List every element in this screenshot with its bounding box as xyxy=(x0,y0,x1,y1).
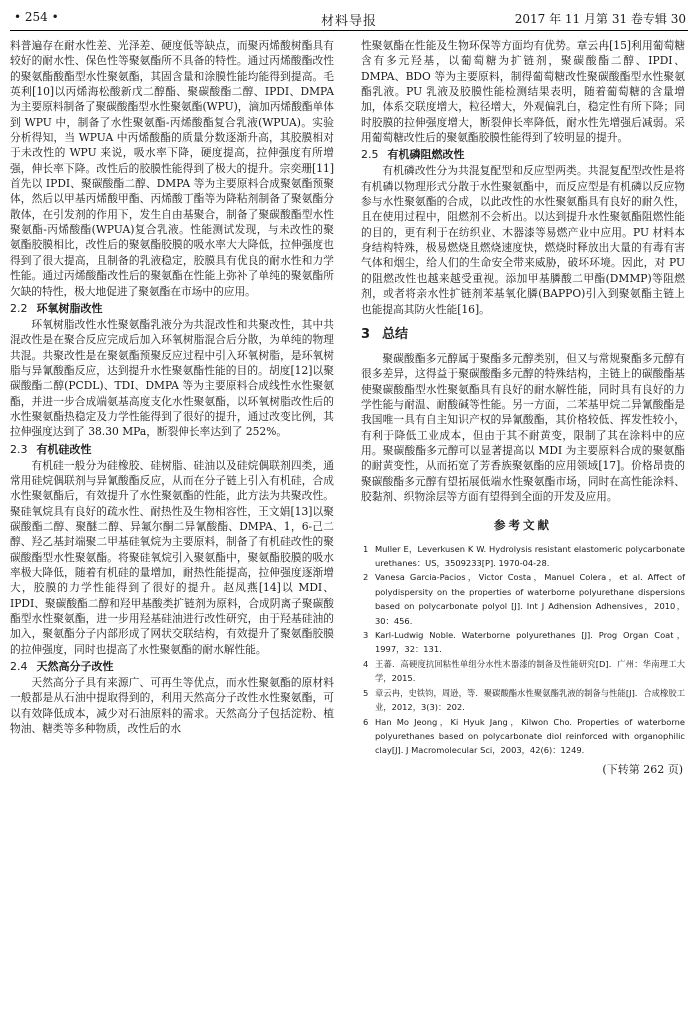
reference-number: 2 xyxy=(363,572,369,583)
reference-number: 6 xyxy=(363,716,369,727)
section-heading-2-2 xyxy=(10,300,334,317)
section-heading-3 xyxy=(361,325,685,345)
reference-text: Han Mo Jeong，Ki Hyuk Jang，Kilwon Cho. Properties of waterborne polyurethanes based on polycarbonate diol reinforced with organophilic clay[J]. J Macromolecular Sci，2003，42(6)：1249. xyxy=(375,716,685,756)
paragraph: 天然高分子具有来源广、可再生等优点，而水性聚氨酯的原材料一般都是从石油中提取得到的，利用天然高分子改性水性聚氨酯，可以有效降低成本，减少对石油原料的需求。天然高分子包括淀粉、植物油、糖类等多种物质，改性后的水 xyxy=(10,676,334,736)
reference-item xyxy=(361,570,685,628)
section-heading-2-4 xyxy=(10,658,334,675)
continued-note: (下转第 262 页) xyxy=(602,762,683,776)
reference-text: Vanesa Garcia-Pacios，Victor Costa，Manuel Colera，et al. Affect of polydispersity on the properties of waterborne polyurethane dispersions based on polycarbonate polyol [J]. Int J Adhension Adhensives，2010，30：456. xyxy=(375,572,685,626)
paragraph: 性聚氨酯在性能及生物环保等方面均有优势。章云冉[15]利用葡萄糖含有多元羟基，以葡萄糖为扩链剂，聚碳酸酯二醇、IPDI、DMPA、BDO 等为主要原料，制得葡萄糖改性聚碳酸酯型水性聚氨酯乳液。PU 乳液及胶膜性能检测结果表明，随着葡萄糖的含量增加，体系交联度增大，粒径增大，外观偏乳白，稳定性有所下降；同时胶膜的拉伸强度增大，断裂伸长率降低，耐水性先增强后减弱。采用葡萄糖改性后的聚氨酯胶膜性能得到了较明显的提升。 xyxy=(361,39,685,145)
issue-info: 2017 年 11 月第 31 卷专辑 30 xyxy=(514,12,686,26)
reference-list xyxy=(361,542,685,758)
section-number: 2.5 xyxy=(361,148,379,162)
reference-number: 3 xyxy=(363,630,369,641)
reference-item xyxy=(361,715,685,758)
reference-text: 章云冉，史铁钧，周逊，等．聚碳酸酯水性聚氨酯乳液的制备与性能[J]．合成橡胶工业，2012，3(3)：202. xyxy=(375,687,685,713)
page-number: • 254 • xyxy=(14,10,59,24)
paragraph: 环氧树脂改性水性聚氨酯乳液分为共混改性和共聚改性，其中共混改性是在聚合反应完成后加入环氧树脂混合后分散，为单纯的物理共混。共聚改性是在聚氨酯预聚反应过程中引入环氧树脂，是环氧树脂与异氰酸酯反应，达到提升水性聚氨酯性能的目的。胡度[12]以聚碳酸酯二醇(PCDL)、TDI、DMPA 等为主要原料合成线性水性聚氨酯，并进一步合成端氨基高度支化水性聚氨酯，以环氧树脂改性后的水性聚氨酯热稳定及力学性能得到了很好的提升，通过改变比例，其拉伸强度达到了 38.30 MPa，断裂伸长率达到了 252%。 xyxy=(10,317,334,439)
paragraph: 有机磷改性分为共混复配型和反应型两类。共混复配型改性是将有机磷以物理形式分散于水性聚氨酯中，而反应型是有机磷以反应物参与水性聚氨酯的合成，以此改性的水性聚氨酯具有良好的耐久性，且在使用过程中，阻燃剂不会析出。以达到提升水性聚氨酯阻燃性能的目的，更有利于在纺织业、木器漆等易燃产业中应用。PU 材料本身结构特殊，极易燃烧且燃烧速度快，燃烧时释放出大量的有毒有害气体和烟尘，给人们的生命安全带来威胁，破坏环境。因此，对 PU 的阻燃改性也越来越受重视。添加甲基膦酸二甲酯(DMMP)等阻燃剂，或者将亲水性扩链剂苯基氧化膦(BAPPO)引入到聚氨酯主链上也能提高其防火性能[16]。 xyxy=(361,164,685,316)
reference-item xyxy=(361,686,685,715)
paragraph: 有机硅一般分为硅橡胶、硅树脂、硅油以及硅烷偶联剂四类，通常用硅烷偶联剂与异氰酸酯反应，从而在分子链上引入有机硅，合成水性聚氨酯后，有效提升了水性聚氨酯的性能，此方法为共聚改性。聚硅氧烷具有良好的疏水性、耐热性及生物相容性，王文娟[13]以聚碳酸酯二醇、聚醚二醇、异氟尔酮二异氰酸酯、DMPA、1，6-己二醇、羟乙基封端聚二甲基硅氧烷为主要原料，制备了有机硅改性的聚碳酸酯型水性聚氨酯。将聚硅氧烷引入聚氨酯中，聚氨酯胶膜的吸水率极大降低，随着有机硅的量增加，耐热性能提高，拉伸强度逐渐增大，胶膜的力学性能得到了很好的提升。赵凤燕[14]以 MDI、IPDI、聚碳酸酯二醇和羟甲基酸类扩链剂为原料，合成阴离子聚碳酸酯型水性聚氨酯，进一步用羟基硅油进行改性研究，由于羟基硅油的加入，聚氨酯分子内部形成了网状交联结构，有效提升了聚氨酯胶膜的拉伸强度，同时也提高了水性聚氨酯的耐水解性能。 xyxy=(10,458,334,656)
reference-text: 王蕃．高硬度抗回粘性单组分水性木器漆的制备及性能研究[D]．广州：华南理工大学，2015. xyxy=(375,658,685,684)
section-number: 2.3 xyxy=(10,442,28,456)
reference-number: 4 xyxy=(363,658,369,669)
reference-text: Muller E，Leverkusen K W. Hydrolysis resistant elastomeric polycarbonate urethanes：US，3509233[P]. 1970-04-28. xyxy=(375,543,685,569)
page-header xyxy=(10,8,688,28)
section-heading-2-5 xyxy=(361,146,685,163)
reference-item xyxy=(361,542,685,571)
reference-number: 1 xyxy=(363,543,369,554)
section-number: 3 xyxy=(361,326,371,342)
references-heading: 参考文献 xyxy=(494,518,552,533)
reference-number: 5 xyxy=(363,687,369,698)
section-title: 有机硅改性 xyxy=(36,442,92,456)
paragraph: 料普遍存在耐水性差、光泽差、硬度低等缺点，而聚丙烯酸树酯具有较好的耐水性、保色性等聚氨酯所不具备的特性。通过丙烯酸酯改性的聚氨酯酸酯型水性聚氨酯，其固含量和涂膜性能均能得到提高。毛英利[10]以丙烯海松酸新戊二醇酯、聚碳酸酯二醇、IPDI、DMPA 为主要原料制备了聚碳酸酯型水性聚氨酯(WPU)，滴加丙烯酸酯单体到 WPU 中，制备了水性聚氨酯-丙烯酸酯复合乳液(WPUA)。实验分析得知，当 WPUA 中丙烯酸酯的质量分数逐渐升高，其胶膜相对于未改性的 WPU 来说，吸水率下降，硬度提高，拉伸强度有所增强，伸长率下降。改性后的胶膜性能得到了极大的提升。宗奕珊[11]首先以 IPDI、聚碳酸酯二醇、DMPA 等为主要原料合成聚氨酯预聚体，然后以甲基丙烯酸甲酯、丙烯酸丁酯等为降粘剂制备了聚氨酯分散体，在引发剂的作用下，发生自由基聚合，制备了聚碳酸酯型水性聚氨酯-丙烯酸酯(WPUA)复合乳液。性能测试发现，与未改性的聚氨酯胶膜相比，改性后的聚氨酯胶膜的吸水率大大降低，拉伸强度也得到了很大提高，且制备的乳液稳定，胶膜具有优良的耐水性和力学性能。通过丙烯酸酯改性后的聚氨酯在性能上弥补了单纯的聚氨酯所欠缺的特性，极大地促进了聚氨酯在市场中的应用。 xyxy=(10,39,334,298)
left-column xyxy=(10,38,334,736)
section-title: 环氧树脂改性 xyxy=(36,301,103,315)
paragraph: 聚碳酸酯多元醇属于聚酯多元醇类别，但又与常规聚酯多元醇有很多差异，这得益于聚碳酸酯多元醇的特殊结构，主链上的碳酸酯基使聚碳酸酯型水性聚氨酯具有良好的耐水解性能，同时具有良好的力学性能与耐温、耐酸碱等性能。另一方面，二苯基甲烷二异氰酸酯是我国唯一具有自主知识产权的异氰酸酯，其价格较低、挥发性较小，有利于降低工业成本，但由于其不耐黄变，限制了其在涂料中的应用。聚碳酸酯多元醇可以显著提高以 MDI 为主要原料合成的聚氨酯的耐黄变性，从而拓宽了芳香族聚氨酯的应用领域[17]。价格昂贵的聚碳酸酯多元醇有望拓展低端水性聚氨酯市场，同时在高性能涂料、胶黏剂、织物涂层等方面有望得到全面的开发及应用。 xyxy=(361,351,685,503)
section-number: 2.4 xyxy=(10,660,28,674)
section-heading-2-3 xyxy=(10,441,334,458)
reference-text: Karl-Ludwig Noble. Waterborne polyurethanes [J]. Prog Organ Coat，1997，32：131. xyxy=(375,630,685,655)
section-title: 天然高分子改性 xyxy=(36,660,114,674)
journal-title: 材料导报 xyxy=(320,14,377,29)
section-title: 有机磷阻燃改性 xyxy=(387,148,465,162)
section-title: 总结 xyxy=(382,326,409,342)
section-number: 2.2 xyxy=(10,301,28,315)
header-rule xyxy=(10,30,688,31)
reference-item xyxy=(361,657,685,686)
reference-item xyxy=(361,628,685,657)
right-column xyxy=(361,38,685,777)
